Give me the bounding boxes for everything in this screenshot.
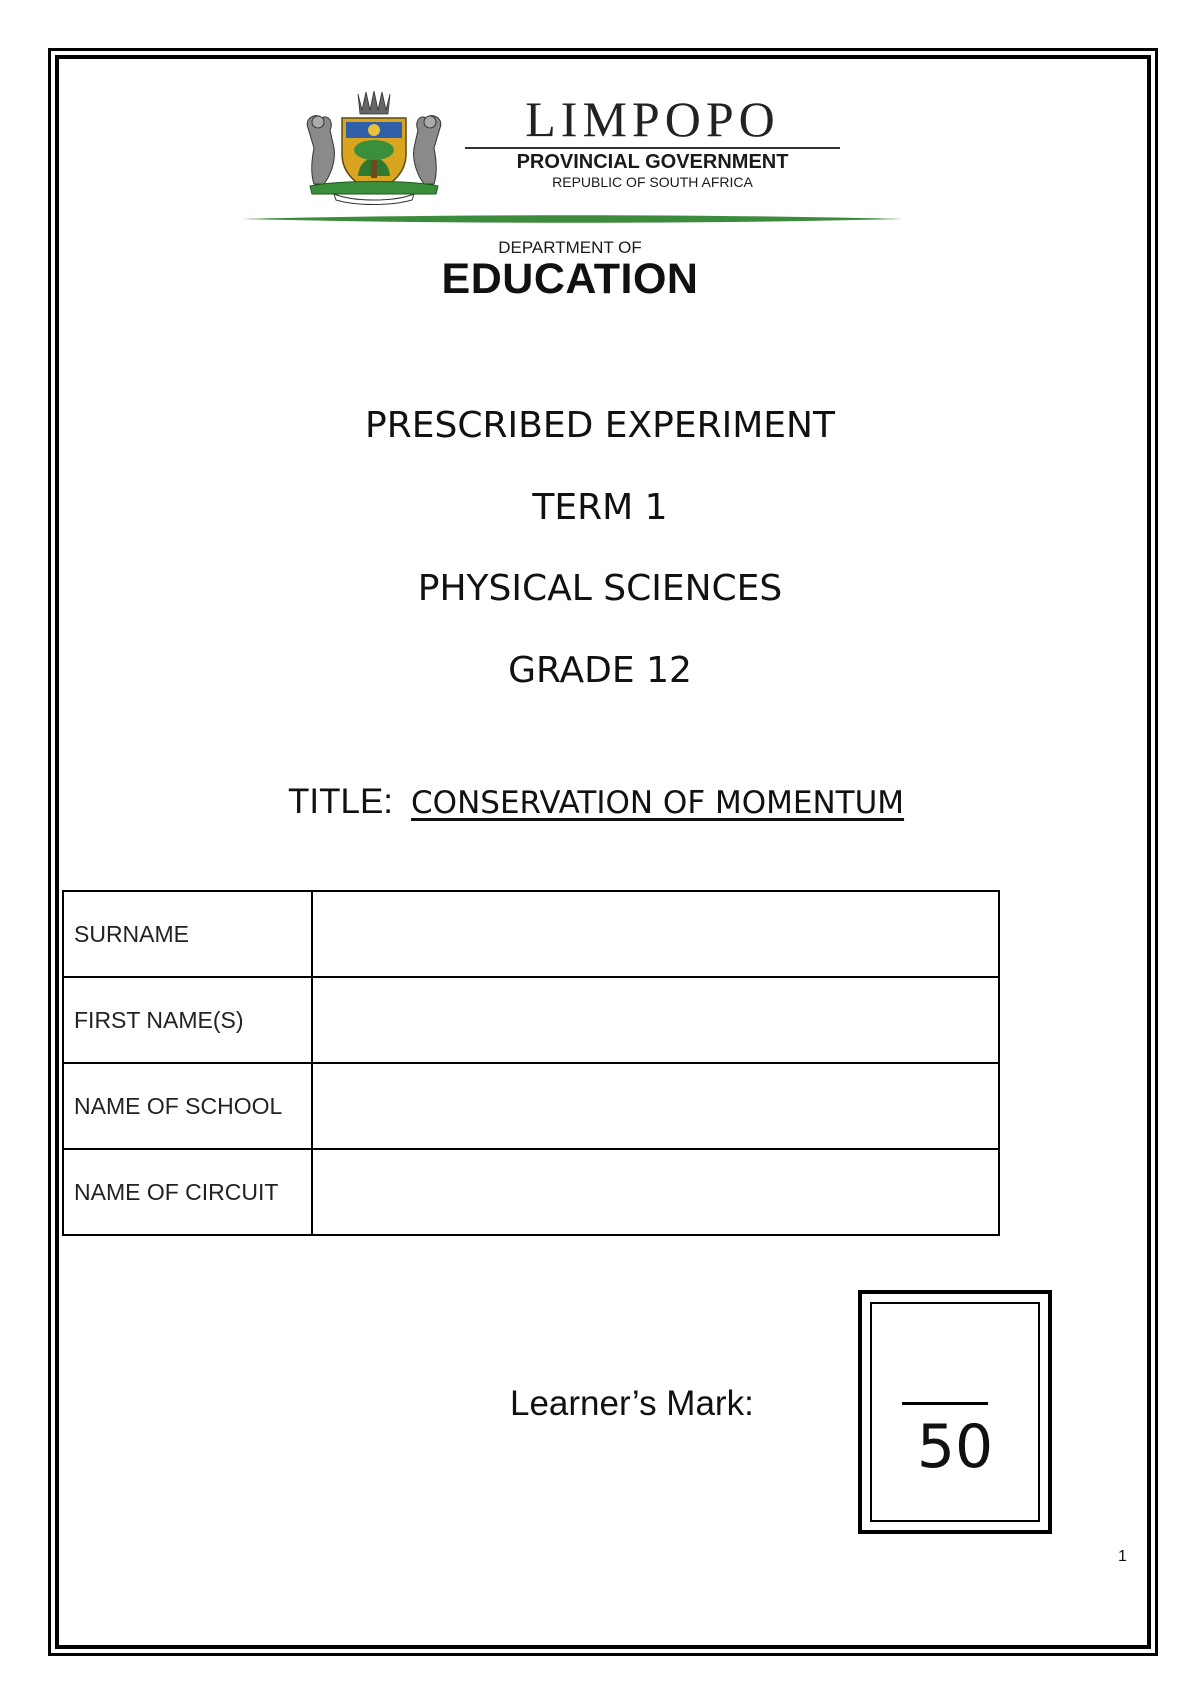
crest-left-supporter [307,116,334,184]
page-number: 1 [1118,1548,1127,1565]
learner-info-table [62,890,1000,1236]
learner-mark-label: Learner’s Mark: [510,1384,754,1423]
heading-grade: GRADE 12 [508,650,692,691]
green-divider [242,214,902,224]
mark-total: 50 [916,1412,994,1482]
experiment-title-label: TITLE: [288,782,394,821]
department-name: EDUCATION [441,255,699,303]
surname-label: SURNAME [63,891,312,977]
heading-subject: PHYSICAL SCIENCES [417,568,783,609]
table-row [63,891,999,977]
circuit-name-label: NAME OF CIRCUIT [63,1149,312,1235]
crest-crown [358,91,390,114]
republic-name: REPUBLIC OF SOUTH AFRICA [552,174,753,190]
heading-prescribed-experiment: PRESCRIBED EXPERIMENT [365,405,835,446]
crest-right-supporter [414,116,441,184]
table-row [63,977,999,1063]
first-names-field[interactable] [312,977,999,1063]
mark-box[interactable] [858,1290,1052,1534]
table-row [63,1063,999,1149]
experiment-title [288,782,904,822]
table-row [63,1149,999,1235]
school-name-label: NAME OF SCHOOL [63,1063,312,1149]
experiment-title-value: CONSERVATION OF MOMENTUM [411,785,905,821]
circuit-name-field[interactable] [312,1149,999,1235]
school-name-field[interactable] [312,1063,999,1149]
department-of-label: DEPARTMENT OF [498,238,642,257]
first-names-label: FIRST NAME(S) [63,977,312,1063]
coat-of-arms-logo [300,88,448,206]
header-rule [465,147,840,149]
province-name: LIMPOPO [525,91,780,147]
heading-term: TERM 1 [532,487,668,528]
government-name: PROVINCIAL GOVERNMENT [516,151,789,173]
surname-field[interactable] [312,891,999,977]
crest-shield [342,118,406,192]
mark-score-line [902,1402,988,1405]
